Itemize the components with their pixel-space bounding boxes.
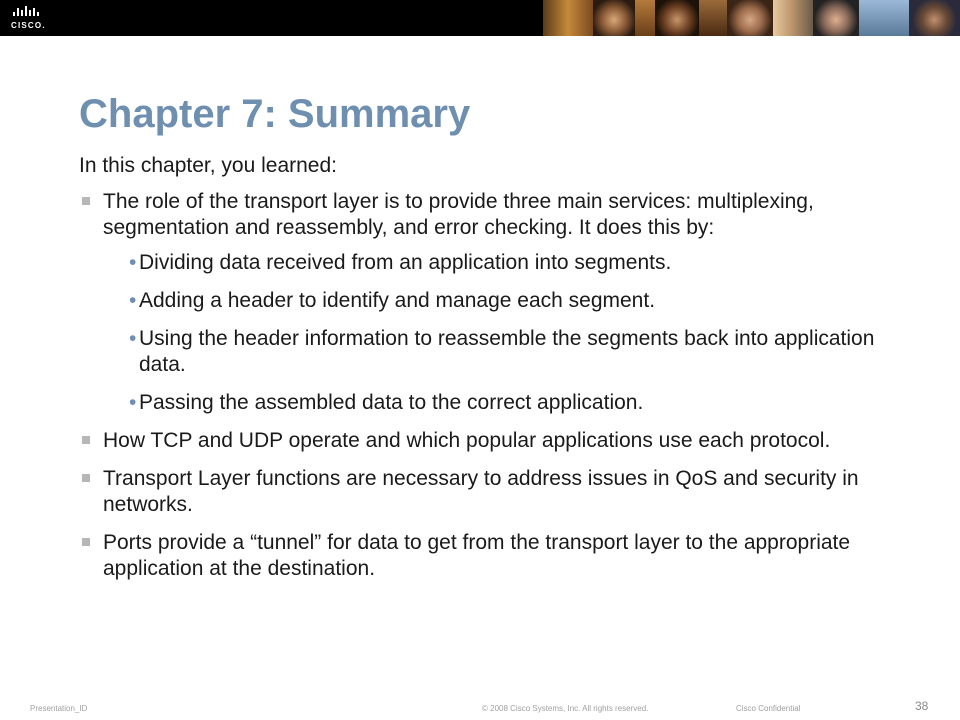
bullet-item: [79, 466, 909, 518]
people-photo-strip-icon: [543, 0, 960, 36]
bullet-item: [79, 428, 909, 454]
sub-bullet-list: [103, 250, 909, 416]
intro-text: In this chapter, you learned:: [79, 154, 337, 177]
sub-bullet-item: [103, 390, 909, 416]
sub-bullet-item: [103, 326, 909, 378]
square-bullet-icon: [82, 436, 90, 444]
sub-bullet-item: [103, 250, 909, 276]
dot-bullet-icon: •: [129, 289, 137, 312]
sub-bullet-text: Using the header information to reassemble the segments back into application data.: [139, 327, 875, 376]
dot-bullet-icon: •: [129, 391, 137, 414]
bullet-text: How TCP and UDP operate and which popular applications use each protocol.: [103, 429, 831, 452]
footer-presentation-id: Presentation_ID: [30, 704, 88, 713]
cisco-logo-icon: [10, 5, 56, 31]
bullet-text: Ports provide a “tunnel” for data to get from the transport layer to the appropriate application at the destination.: [103, 531, 851, 580]
bullet-item: [79, 189, 909, 416]
sub-bullet-text: Passing the assembled data to the correct application.: [139, 391, 644, 414]
square-bullet-icon: [82, 538, 90, 546]
bullet-list: [79, 189, 909, 582]
footer-copyright: © 2008 Cisco Systems, Inc. All rights reserved.: [482, 704, 649, 713]
bullet-text: The role of the transport layer is to provide three main services: multiplexing, segmentation and reassembly, and error checking. It does this by:: [103, 190, 814, 239]
square-bullet-icon: [82, 474, 90, 482]
dot-bullet-icon: •: [129, 327, 137, 350]
dot-bullet-icon: •: [129, 251, 137, 274]
sub-bullet-text: Adding a header to identify and manage each segment.: [139, 289, 656, 312]
sub-bullet-text: Dividing data received from an application into segments.: [139, 251, 672, 274]
slide-body: [79, 152, 909, 594]
bullet-text: Transport Layer functions are necessary to address issues in QoS and security in networks.: [103, 467, 859, 516]
slide-title: Chapter 7: Summary: [79, 92, 471, 136]
footer-confidential: Cisco Confidential: [736, 704, 801, 713]
cisco-logo-text: CISCO.: [11, 21, 46, 30]
bullet-item: [79, 530, 909, 582]
square-bullet-icon: [82, 197, 90, 205]
page-number: 38: [915, 699, 929, 713]
sub-bullet-item: [103, 288, 909, 314]
header-bar: [0, 0, 960, 36]
